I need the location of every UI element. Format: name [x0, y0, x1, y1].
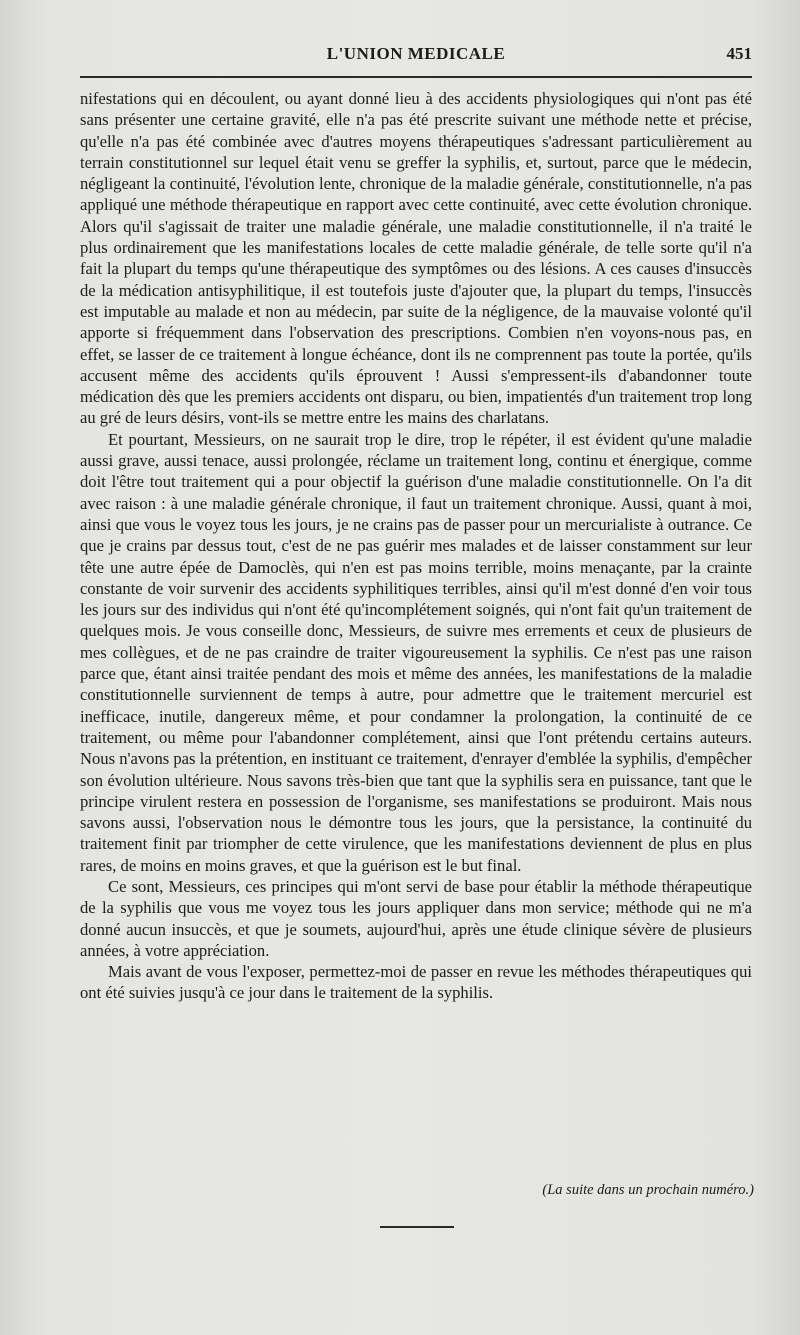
page-number: 451 — [726, 44, 752, 63]
article-body — [80, 88, 752, 1004]
paragraph-continued: nifestations qui en découlent, ou ayant donné lieu à des accidents physiologiques qui n'ont pas été sans présenter une certaine gravité, elle n'a pas été prescrite suivant une méthode nette et précise, qu'elle n'a pas été combinée avec d'autres moyens thérapeutiques s'adressant particulièrement au terrain constitutionnel sur lequel était venu se greffer la syphilis, et, surtout, parce que le médecin, négligeant la continuité, l'évolution lente, chronique de la maladie générale, constitutionnelle, n'a pas appliqué une méthode thérapeutique en rapport avec cette continuité, avec cette évolution chronique. Alors qu'il s'agissait de traiter une maladie générale, une maladie constitutionnelle, il n'a traité le plus ordinairement que les manifestations locales de cette maladie générale, de telle sorte qu'il n'a fait la plupart du temps qu'une thérapeutique des symptômes ou des lésions. A ces causes d'insuccès de la médication antisyphilitique, il est toutefois juste d'ajouter que, la plupart du temps, l'insuccès est imputable au malade et non au médecin, par suite de la négligence, de la mauvaise volonté qu'il apporte si fréquemment dans l'observation des prescriptions. Combien n'en voyons-nous pas, en effet, se lasser de ce traitement à longue échéance, dont ils ne comprennent pas toute la portée, qu'ils accusent même des accidents qu'ils éprouvent ! Aussi s'empressent-ils d'abandonner toute médication dès que les premiers accidents ont disparu, ou bien, impatientés d'un traitement trop long au gré de leurs désirs, vont-ils se mettre entre les mains des charlatans. — [80, 89, 752, 428]
continuation-note: (La suite dans un prochain numéro.) — [542, 1182, 754, 1198]
paragraph: Ce sont, Messieurs, ces principes qui m'ont servi de base pour établir la méthode thérapeutique de la syphilis que vous me voyez tous les jours appliquer dans mon service; méthode qui ne m'a donné aucun insuccès, et que je soumets, aujourd'hui, après une étude clinique sévère de plusieurs années, à votre appréciation. — [80, 876, 752, 960]
paragraph: Et pourtant, Messieurs, on ne saurait trop le dire, trop le répéter, il est évident qu'une maladie aussi grave, aussi tenace, aussi prolongée, réclame un traitement long, continu et énergique, comme doit l'être tout traitement qui a pour objectif la guérison d'une maladie constitutionnelle. On l'a dit avec raison : à une maladie générale chronique, il faut un traitement chronique. Aussi, quant à moi, ainsi que vous le voyez tous les jours, je ne crains pas de passer pour un mercurialiste à outrance. Ce que je crains par dessus tout, c'est de ne pas guérir mes malades et de laisser constamment sur leur tête une autre épée de Damoclès, qui n'en est pas moins terrible, moins menaçante, par la crainte constante de voir survenir des accidents syphilitiques terribles, ainsi qu'il m'est donné d'en voir tous les jours sur des individus qui n'ont été qu'incomplétement soignés, qui n'ont fait qu'un traitement de quelques mois. Je vous conseille donc, Messieurs, de suivre mes errements et ceux de plusieurs de mes collègues, et de ne pas craindre de traiter vigoureusement la syphilis. Ce n'est pas une raison parce que, étant ainsi traitée pendant des mois et même des années, les manifestations de la maladie constitutionnelle surviennent de temps à autre, pour admettre que le traitement mercuriel est inefficace, inutile, dangereux même, et pour condamner la prolongation, la continuité de ce traitement, ou même pour l'abandonner complétement, ainsi que l'ont prétendu certains auteurs. Nous n'avons pas la prétention, en instituant ce traitement, d'enrayer d'emblée la syphilis, d'empêcher son évolution ultérieure. Nous savons très-bien que tant que la syphilis sera en puissance, tant que le principe virulent restera en possession de l'organisme, ses manifestations se produiront. Mais nous savons aussi, l'observation nous le démontre tous les jours, que la persistance, la continuité du traitement finit par triompher de cette virulence, que les manifestations deviennent de plus en plus rares, de moins en moins graves, et que la guérison est le but final. — [80, 429, 752, 875]
header-rule — [80, 76, 752, 78]
end-rule — [380, 1226, 454, 1228]
paragraph: Mais avant de vous l'exposer, permettez-moi de passer en revue les méthodes thérapeutiques qui ont été suivies jusqu'à ce jour dans le traitement de la syphilis. — [80, 962, 752, 1003]
running-title: L'UNION MEDICALE — [326, 44, 506, 63]
page-header — [80, 44, 752, 72]
